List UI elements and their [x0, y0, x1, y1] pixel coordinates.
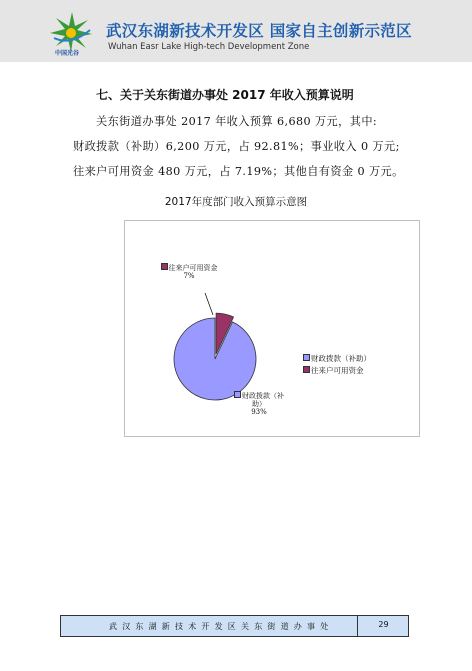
- paragraph-line: 往来户可用资金 480 万元，占 7.19%；其他自有资金 0 万元。: [73, 165, 404, 178]
- legend-item: [303, 365, 371, 377]
- slice-label-text: 往来户可用资金: [168, 264, 218, 272]
- pie-chart: [124, 220, 420, 437]
- chart-legend: [303, 353, 371, 377]
- paragraph-line: 关东街道办事处 2017 年收入预算 6,680 万元，其中:: [96, 115, 378, 128]
- slice-label-swatch: [161, 263, 168, 270]
- slice-label-other: [155, 263, 223, 280]
- slice-label-pct: 7%: [183, 272, 195, 280]
- footer-bar: [60, 615, 409, 637]
- header-title: 武汉东湖新技术开发区 国家自主创新示范区: [106, 22, 412, 40]
- legend-label: 财政拨款（补助）: [311, 354, 371, 363]
- legend-item: [303, 353, 371, 365]
- slice-label-text: 财政拨款（补助）: [242, 392, 284, 408]
- section-heading: 七、关于关东街道办事处 2017 年收入预算说明: [96, 88, 354, 102]
- header-band: [0, 0, 472, 62]
- leader-line: [205, 293, 213, 315]
- paragraph-line: 财政拨款（补助）6,200 万元，占 92.81%；事业收入 0 万元;: [73, 140, 400, 153]
- slice-label-swatch: [234, 391, 241, 398]
- legend-swatch: [303, 354, 310, 361]
- legend-swatch: [303, 366, 310, 373]
- pie-slice: [174, 318, 256, 400]
- page-number: 29: [357, 615, 409, 637]
- logo-caption: 中国光谷: [55, 50, 80, 57]
- slice-label-fiscal: [233, 391, 285, 416]
- footer-text: 武汉东湖新技术开发区关东街道办事处: [109, 622, 334, 631]
- legend-label: 往来户可用资金: [311, 366, 364, 375]
- chart-title: 2017年度部门收入预算示意图: [164, 196, 308, 208]
- header-subtitle: Wuhan Easr Lake High-tech Development Zone: [108, 42, 310, 52]
- slice-label-pct: 93%: [251, 408, 267, 416]
